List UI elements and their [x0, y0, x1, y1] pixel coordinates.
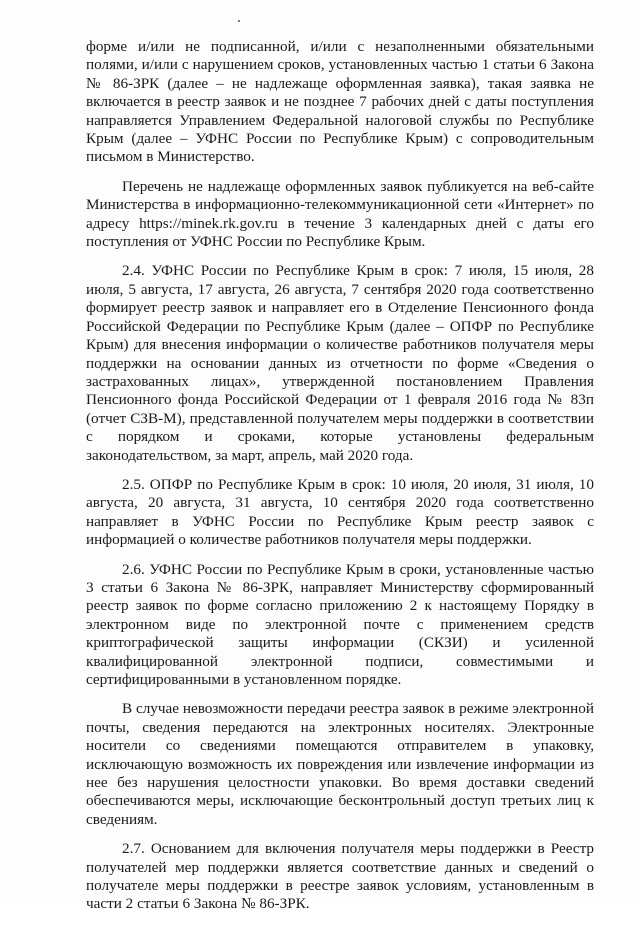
paragraph-continuation: форме и/или не подписанной, и/или с незаполненными обязательными полями, и/или с нарушением сроков, установленных частью 1 статьи 6 Закона № 86-ЗРК (далее – не надлежаще оформленная заявка), такая заявка не включается в реестр заявок и не позднее 7 рабочих дней с даты поступления направляется Управлением Федеральной налоговой службы по Республике Крым (далее – УФНС России по Республике Крым) с сопроводительным письмом в Министерство.	[86, 38, 594, 166]
scan-speck	[238, 20, 240, 22]
paragraph-2-7: 2.7. Основанием для включения получателя меры поддержки в Реестр получателей мер поддержки является соответствие данных и сведений о получателе меры поддержки в реестре заявок условиям, установленным в части 2 статьи 6 Закона № 86-ЗРК.	[86, 840, 594, 913]
paragraph-electronic-media: В случае невозможности передачи реестра заявок в режиме электронной почты, сведения передаются на электронных носителях. Электронные носители со сведениями помещаются отправителем в упаковку, исключающую возможность их повреждения или извлечение информации из нее без нарушения целостности упаковки. Во время доставки сведений обеспечиваются меры, исключающие бесконтрольный доступ третьих лиц к сведениям.	[86, 700, 594, 828]
paragraph-2-4: 2.4. УФНС России по Республике Крым в срок: 7 июля, 15 июля, 28 июля, 5 августа, 17 августа, 26 августа, 7 сентября 2020 года соответственно формирует реестр заявок и направляет его в Отделение Пенсионного фонда Российской Федерации по Республике Крым (далее – ОПФР по Республике Крым) для внесения информации о количестве работников получателя меры поддержки на основании данных из отчетности по форме «Сведения о застрахованных лицах», утвержденной постановлением Правления Пенсионного фонда Российской Федерации от 1 февраля 2016 года № 83п (отчет СЗВ-М), представленной получателем меры поддержки в соответствии с порядком и сроками, которые установлены федеральным законодательством, за март, апрель, май 2020 года.	[86, 262, 594, 464]
paragraph-2-5: 2.5. ОПФР по Республике Крым в срок: 10 июля, 20 июля, 31 июля, 10 августа, 20 августа, 31 августа, 10 сентября 2020 года соответственно направляет в УФНС России по Республике Крым реестр заявок с информацией о количестве работников получателя меры поддержки.	[86, 475, 594, 549]
paragraph-not-proper-applications-list: Перечень не надлежаще оформленных заявок публикуется на веб-сайте Министерства в информационно-телекоммуникационной сети «Интернет» по адресу https://minek.rk.gov.ru в течение 3 календарных дней с даты его поступления от УФНС России по Республике Крым.	[86, 177, 594, 251]
paragraph-2-6: 2.6. УФНС России по Республике Крым в сроки, установленные частью 3 статьи 6 Закона № 86-ЗРК, направляет Министерству сформированный реестр заявок по форме согласно приложению 2 к настоящему Порядку в электронном виде по электронной почте с применением средств криптографической защиты информации (СКЗИ) и усиленной квалифицированной электронной подписи, совместимыми и сертифицированными в установленном порядке.	[86, 560, 594, 688]
document-body	[86, 38, 594, 925]
